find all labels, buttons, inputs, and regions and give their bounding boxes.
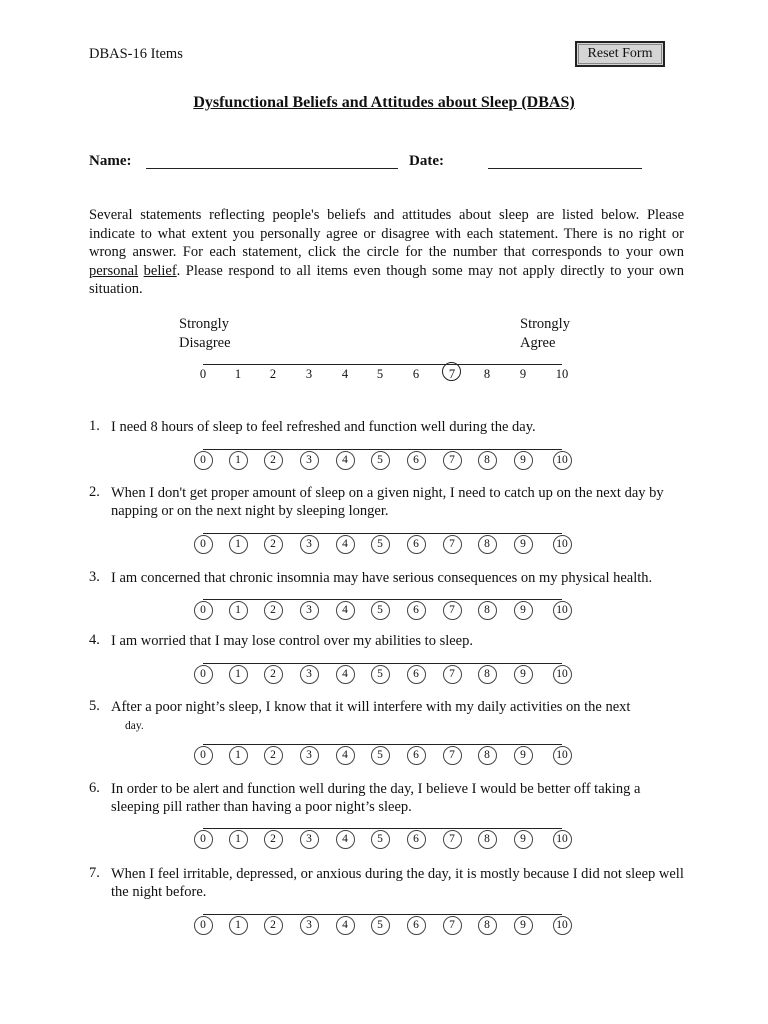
question-text <box>111 632 691 650</box>
rating-radio-0[interactable]: 0 <box>194 535 213 554</box>
scale-example-line <box>203 364 562 365</box>
scale-number: 7 <box>448 367 456 381</box>
rating-radio-8[interactable]: 8 <box>478 665 497 684</box>
rating-radio-10[interactable]: 10 <box>553 535 572 554</box>
rating-radio-5[interactable]: 5 <box>371 746 390 765</box>
rating-radio-4[interactable]: 4 <box>336 601 355 620</box>
name-label: Name: <box>89 153 132 169</box>
question-statement: In order to be alert and function well during the day, I believe I would be better off taking a sleeping pill rather than having a poor night’s sleep. <box>111 781 641 815</box>
rating-line <box>203 914 562 915</box>
question-number: 2. <box>89 484 100 500</box>
rating-radio-9[interactable]: 9 <box>514 601 533 620</box>
rating-radio-7[interactable]: 7 <box>443 535 462 554</box>
rating-radio-10[interactable]: 10 <box>553 451 572 470</box>
rating-radio-6[interactable]: 6 <box>407 916 426 935</box>
rating-radio-1[interactable]: 1 <box>229 746 248 765</box>
rating-radio-6[interactable]: 6 <box>407 535 426 554</box>
rating-line <box>203 533 562 534</box>
rating-radio-9[interactable]: 9 <box>514 916 533 935</box>
question-text <box>111 484 691 520</box>
question-text <box>111 418 691 436</box>
rating-radio-2[interactable]: 2 <box>264 746 283 765</box>
date-field[interactable] <box>488 150 640 168</box>
rating-radio-1[interactable]: 1 <box>229 830 248 849</box>
rating-radio-10[interactable]: 10 <box>553 665 572 684</box>
page-title: Dysfunctional Beliefs and Attitudes about Sleep (DBAS) <box>193 94 575 111</box>
rating-radio-6[interactable]: 6 <box>407 746 426 765</box>
scale-number: 8 <box>483 367 491 381</box>
document-id-label: DBAS-16 Items <box>89 46 183 62</box>
rating-radio-1[interactable]: 1 <box>229 535 248 554</box>
name-field[interactable] <box>146 150 396 168</box>
rating-radio-5[interactable]: 5 <box>371 916 390 935</box>
rating-radio-6[interactable]: 6 <box>407 830 426 849</box>
scale-number: 4 <box>341 367 349 381</box>
question-number: 1. <box>89 418 100 434</box>
rating-radio-6[interactable]: 6 <box>407 665 426 684</box>
scale-number: 1 <box>234 367 242 381</box>
rating-radio-9[interactable]: 9 <box>514 746 533 765</box>
rating-radio-0[interactable]: 0 <box>194 451 213 470</box>
rating-radio-5[interactable]: 5 <box>371 451 390 470</box>
question-statement-continued: day. <box>125 720 144 732</box>
question-number: 4. <box>89 632 100 648</box>
rating-radio-10[interactable]: 10 <box>553 916 572 935</box>
question-statement: I need 8 hours of sleep to feel refreshed and function well during the day. <box>111 419 536 435</box>
question-text <box>111 569 691 587</box>
rating-radio-10[interactable]: 10 <box>553 746 572 765</box>
instructions-text-1: Several statements reflecting people's beliefs and attitudes about sleep are listed below. Please indicate to what extent you personally agree or disagree with each statement. There is no right or wrong answer. For each statement, click the circle for the number that corresponds to your own <box>89 207 684 260</box>
rating-radio-8[interactable]: 8 <box>478 601 497 620</box>
rating-radio-8[interactable]: 8 <box>478 830 497 849</box>
rating-radio-1[interactable]: 1 <box>229 665 248 684</box>
rating-radio-7[interactable]: 7 <box>443 601 462 620</box>
rating-radio-2[interactable]: 2 <box>264 601 283 620</box>
rating-radio-4[interactable]: 4 <box>336 830 355 849</box>
question-text <box>111 865 691 901</box>
rating-radio-2[interactable]: 2 <box>264 830 283 849</box>
rating-radio-7[interactable]: 7 <box>443 916 462 935</box>
rating-radio-3[interactable]: 3 <box>300 916 319 935</box>
scale-number: 3 <box>305 367 313 381</box>
rating-radio-7[interactable]: 7 <box>443 746 462 765</box>
scale-right-line2: Agree <box>520 335 556 351</box>
question-statement: I am worried that I may lose control over my abilities to sleep. <box>111 633 473 649</box>
rating-radio-8[interactable]: 8 <box>478 746 497 765</box>
rating-radio-6[interactable]: 6 <box>407 601 426 620</box>
rating-radio-0[interactable]: 0 <box>194 916 213 935</box>
scale-number: 6 <box>412 367 420 381</box>
scale-number: 10 <box>555 367 569 381</box>
rating-radio-2[interactable]: 2 <box>264 916 283 935</box>
rating-radio-5[interactable]: 5 <box>371 830 390 849</box>
question-number: 6. <box>89 780 100 796</box>
scale-left-anchor <box>179 315 231 353</box>
question-number: 3. <box>89 569 100 585</box>
scale-number: 5 <box>376 367 384 381</box>
rating-radio-1[interactable]: 1 <box>229 916 248 935</box>
rating-radio-0[interactable]: 0 <box>194 601 213 620</box>
rating-radio-3[interactable]: 3 <box>300 451 319 470</box>
rating-radio-4[interactable]: 4 <box>336 535 355 554</box>
rating-radio-2[interactable]: 2 <box>264 535 283 554</box>
rating-radio-0[interactable]: 0 <box>194 830 213 849</box>
rating-radio-2[interactable]: 2 <box>264 665 283 684</box>
rating-radio-9[interactable]: 9 <box>514 451 533 470</box>
rating-radio-10[interactable]: 10 <box>553 830 572 849</box>
rating-radio-2[interactable]: 2 <box>264 451 283 470</box>
rating-radio-1[interactable]: 1 <box>229 451 248 470</box>
question-statement: When I don't get proper amount of sleep on a given night, I need to catch up on the next day by napping or on the next night by sleeping longer. <box>111 485 664 519</box>
rating-radio-8[interactable]: 8 <box>478 916 497 935</box>
rating-radio-5[interactable]: 5 <box>371 535 390 554</box>
reset-form-button[interactable]: Reset Form <box>575 41 665 67</box>
rating-radio-9[interactable]: 9 <box>514 830 533 849</box>
rating-radio-5[interactable]: 5 <box>371 601 390 620</box>
scale-number: 9 <box>519 367 527 381</box>
rating-radio-0[interactable]: 0 <box>194 746 213 765</box>
instructions-emphasis-belief: belief <box>143 262 177 279</box>
scale-example-circle <box>442 362 461 381</box>
instructions-emphasis-personal: personal <box>89 262 139 279</box>
rating-radio-3[interactable]: 3 <box>300 665 319 684</box>
rating-radio-4[interactable]: 4 <box>336 451 355 470</box>
rating-radio-4[interactable]: 4 <box>336 665 355 684</box>
date-label: Date: <box>409 153 444 169</box>
rating-radio-7[interactable]: 7 <box>443 830 462 849</box>
rating-line <box>203 663 562 664</box>
rating-radio-9[interactable]: 9 <box>514 535 533 554</box>
question-statement: When I feel irritable, depressed, or anxious during the day, it is mostly because I did not sleep well the night before. <box>111 866 684 900</box>
rating-radio-0[interactable]: 0 <box>194 665 213 684</box>
rating-line <box>203 449 562 450</box>
scale-number: 0 <box>199 367 207 381</box>
rating-radio-8[interactable]: 8 <box>478 535 497 554</box>
date-underline <box>488 168 642 169</box>
rating-radio-3[interactable]: 3 <box>300 535 319 554</box>
question-number: 5. <box>89 698 100 714</box>
rating-radio-10[interactable]: 10 <box>553 601 572 620</box>
name-underline <box>146 168 398 169</box>
rating-radio-3[interactable]: 3 <box>300 830 319 849</box>
question-text <box>111 698 691 735</box>
rating-radio-4[interactable]: 4 <box>336 916 355 935</box>
question-number: 7. <box>89 865 100 881</box>
question-text <box>111 780 691 816</box>
rating-radio-3[interactable]: 3 <box>300 601 319 620</box>
scale-right-line1: Strongly <box>520 316 570 332</box>
question-statement: After a poor night’s sleep, I know that it will interfere with my daily activities on the next <box>111 699 631 715</box>
rating-radio-1[interactable]: 1 <box>229 601 248 620</box>
rating-radio-8[interactable]: 8 <box>478 451 497 470</box>
instructions-paragraph <box>89 206 684 299</box>
rating-radio-6[interactable]: 6 <box>407 451 426 470</box>
rating-radio-7[interactable]: 7 <box>443 665 462 684</box>
rating-line <box>203 599 562 600</box>
question-statement: I am concerned that chronic insomnia may have serious consequences on my physical health. <box>111 570 653 586</box>
rating-radio-4[interactable]: 4 <box>336 746 355 765</box>
rating-radio-7[interactable]: 7 <box>443 451 462 470</box>
instructions-text-2: . Please respond to all items even though some may not apply directly to your own situation. <box>89 262 685 297</box>
rating-radio-3[interactable]: 3 <box>300 746 319 765</box>
scale-right-anchor <box>520 315 570 353</box>
scale-number: 2 <box>269 367 277 381</box>
rating-radio-5[interactable]: 5 <box>371 665 390 684</box>
rating-radio-9[interactable]: 9 <box>514 665 533 684</box>
scale-left-line1: Strongly <box>179 316 229 332</box>
rating-line <box>203 744 562 745</box>
scale-left-line2: Disagree <box>179 335 231 351</box>
rating-line <box>203 828 562 829</box>
